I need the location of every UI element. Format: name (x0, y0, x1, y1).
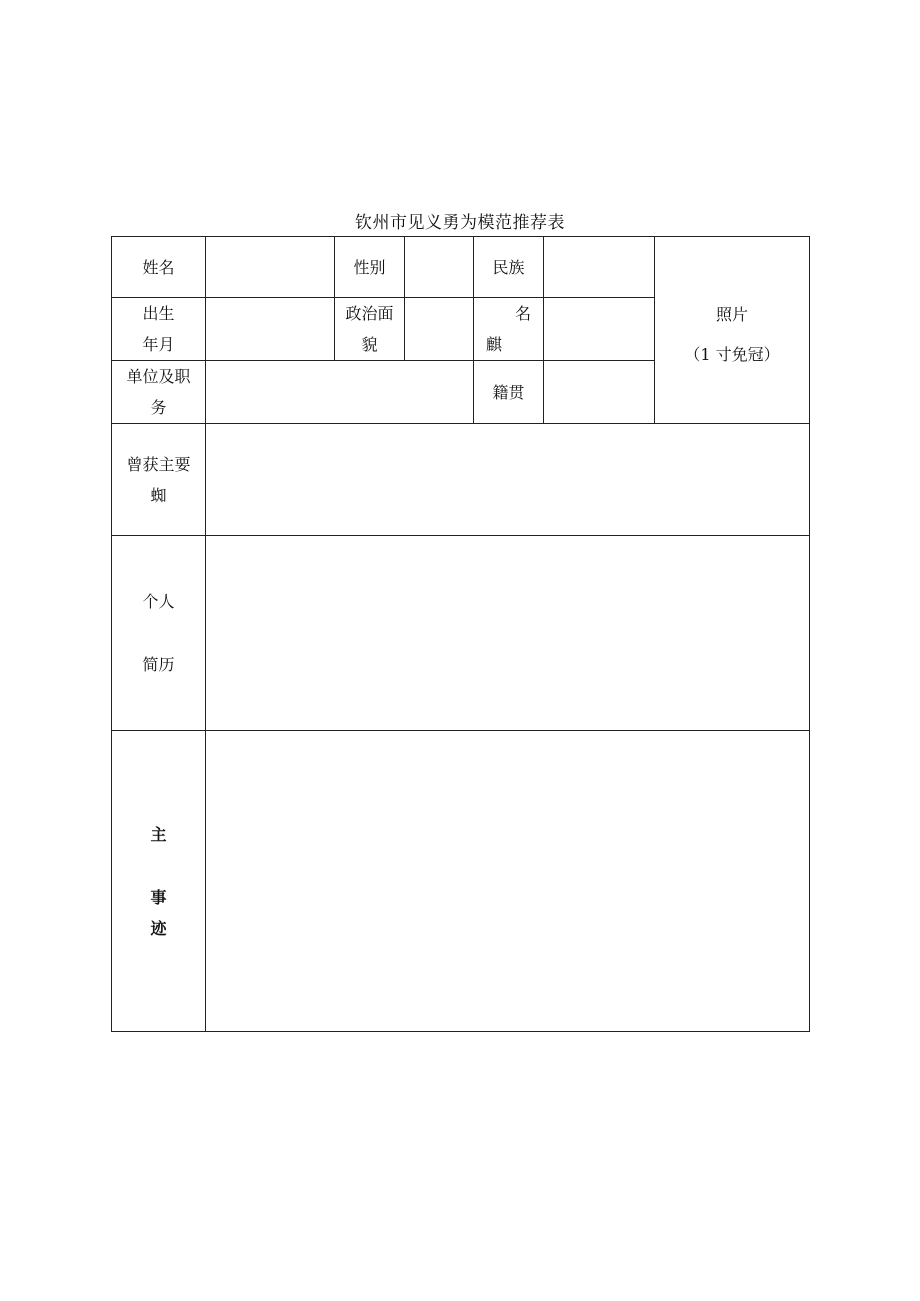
photo-box[interactable] (655, 237, 810, 424)
recommendation-form-table (111, 236, 810, 1032)
deeds-label-line3: 迹 (150, 918, 167, 938)
row-name (112, 237, 810, 298)
name-field[interactable] (206, 237, 335, 298)
resume-label-line1: 个人 (142, 592, 175, 611)
deeds-label-line2: 事 (150, 887, 167, 907)
birth-label-line2: 年月 (142, 335, 175, 354)
resume-label-gap (112, 617, 205, 649)
honors-label-line2: 蜘 (150, 485, 167, 505)
political-label-line1: 政治面 (345, 304, 394, 323)
honors-label (112, 424, 206, 536)
unit-label (112, 361, 206, 424)
resume-label-line2: 简历 (142, 655, 175, 674)
honors-label-line1: 曾获主要 (126, 454, 191, 474)
form-title: 钦州市见义勇为模范推荐表 (355, 213, 565, 233)
kirin-field[interactable] (544, 298, 655, 361)
row-honors (112, 424, 810, 536)
political-label-line2: 貌 (361, 335, 378, 354)
birth-label-line1: 出生 (142, 304, 175, 323)
honors-field[interactable] (206, 424, 810, 536)
kirin-label-line2: 麒 (486, 335, 503, 354)
kirin-label (474, 298, 544, 361)
deeds-label (112, 731, 206, 1032)
kirin-label-line1: 名 (514, 304, 531, 323)
ethnicity-field[interactable] (544, 237, 655, 298)
photo-label: 照片 (715, 305, 748, 324)
native-place-field[interactable] (544, 361, 655, 424)
birth-label (112, 298, 206, 361)
gender-field[interactable] (405, 237, 474, 298)
deeds-label-gap (112, 850, 205, 882)
unit-label-line2: 务 (150, 398, 167, 417)
deeds-field[interactable] (206, 731, 810, 1032)
native-place-label: 籍贯 (474, 361, 544, 424)
resume-field[interactable] (206, 536, 810, 731)
deeds-label-line1: 主 (150, 824, 167, 844)
birth-field[interactable] (206, 298, 335, 361)
political-field[interactable] (405, 298, 474, 361)
gender-label: 性别 (335, 237, 405, 298)
row-deeds (112, 731, 810, 1032)
row-resume (112, 536, 810, 731)
unit-field[interactable] (206, 361, 474, 424)
unit-label-line1: 单位及职 (126, 367, 191, 386)
political-label (335, 298, 405, 361)
resume-label (112, 536, 206, 731)
name-label: 姓名 (112, 237, 206, 298)
photo-note: （1 寸免冠） (684, 345, 780, 364)
ethnicity-label: 民族 (474, 237, 544, 298)
